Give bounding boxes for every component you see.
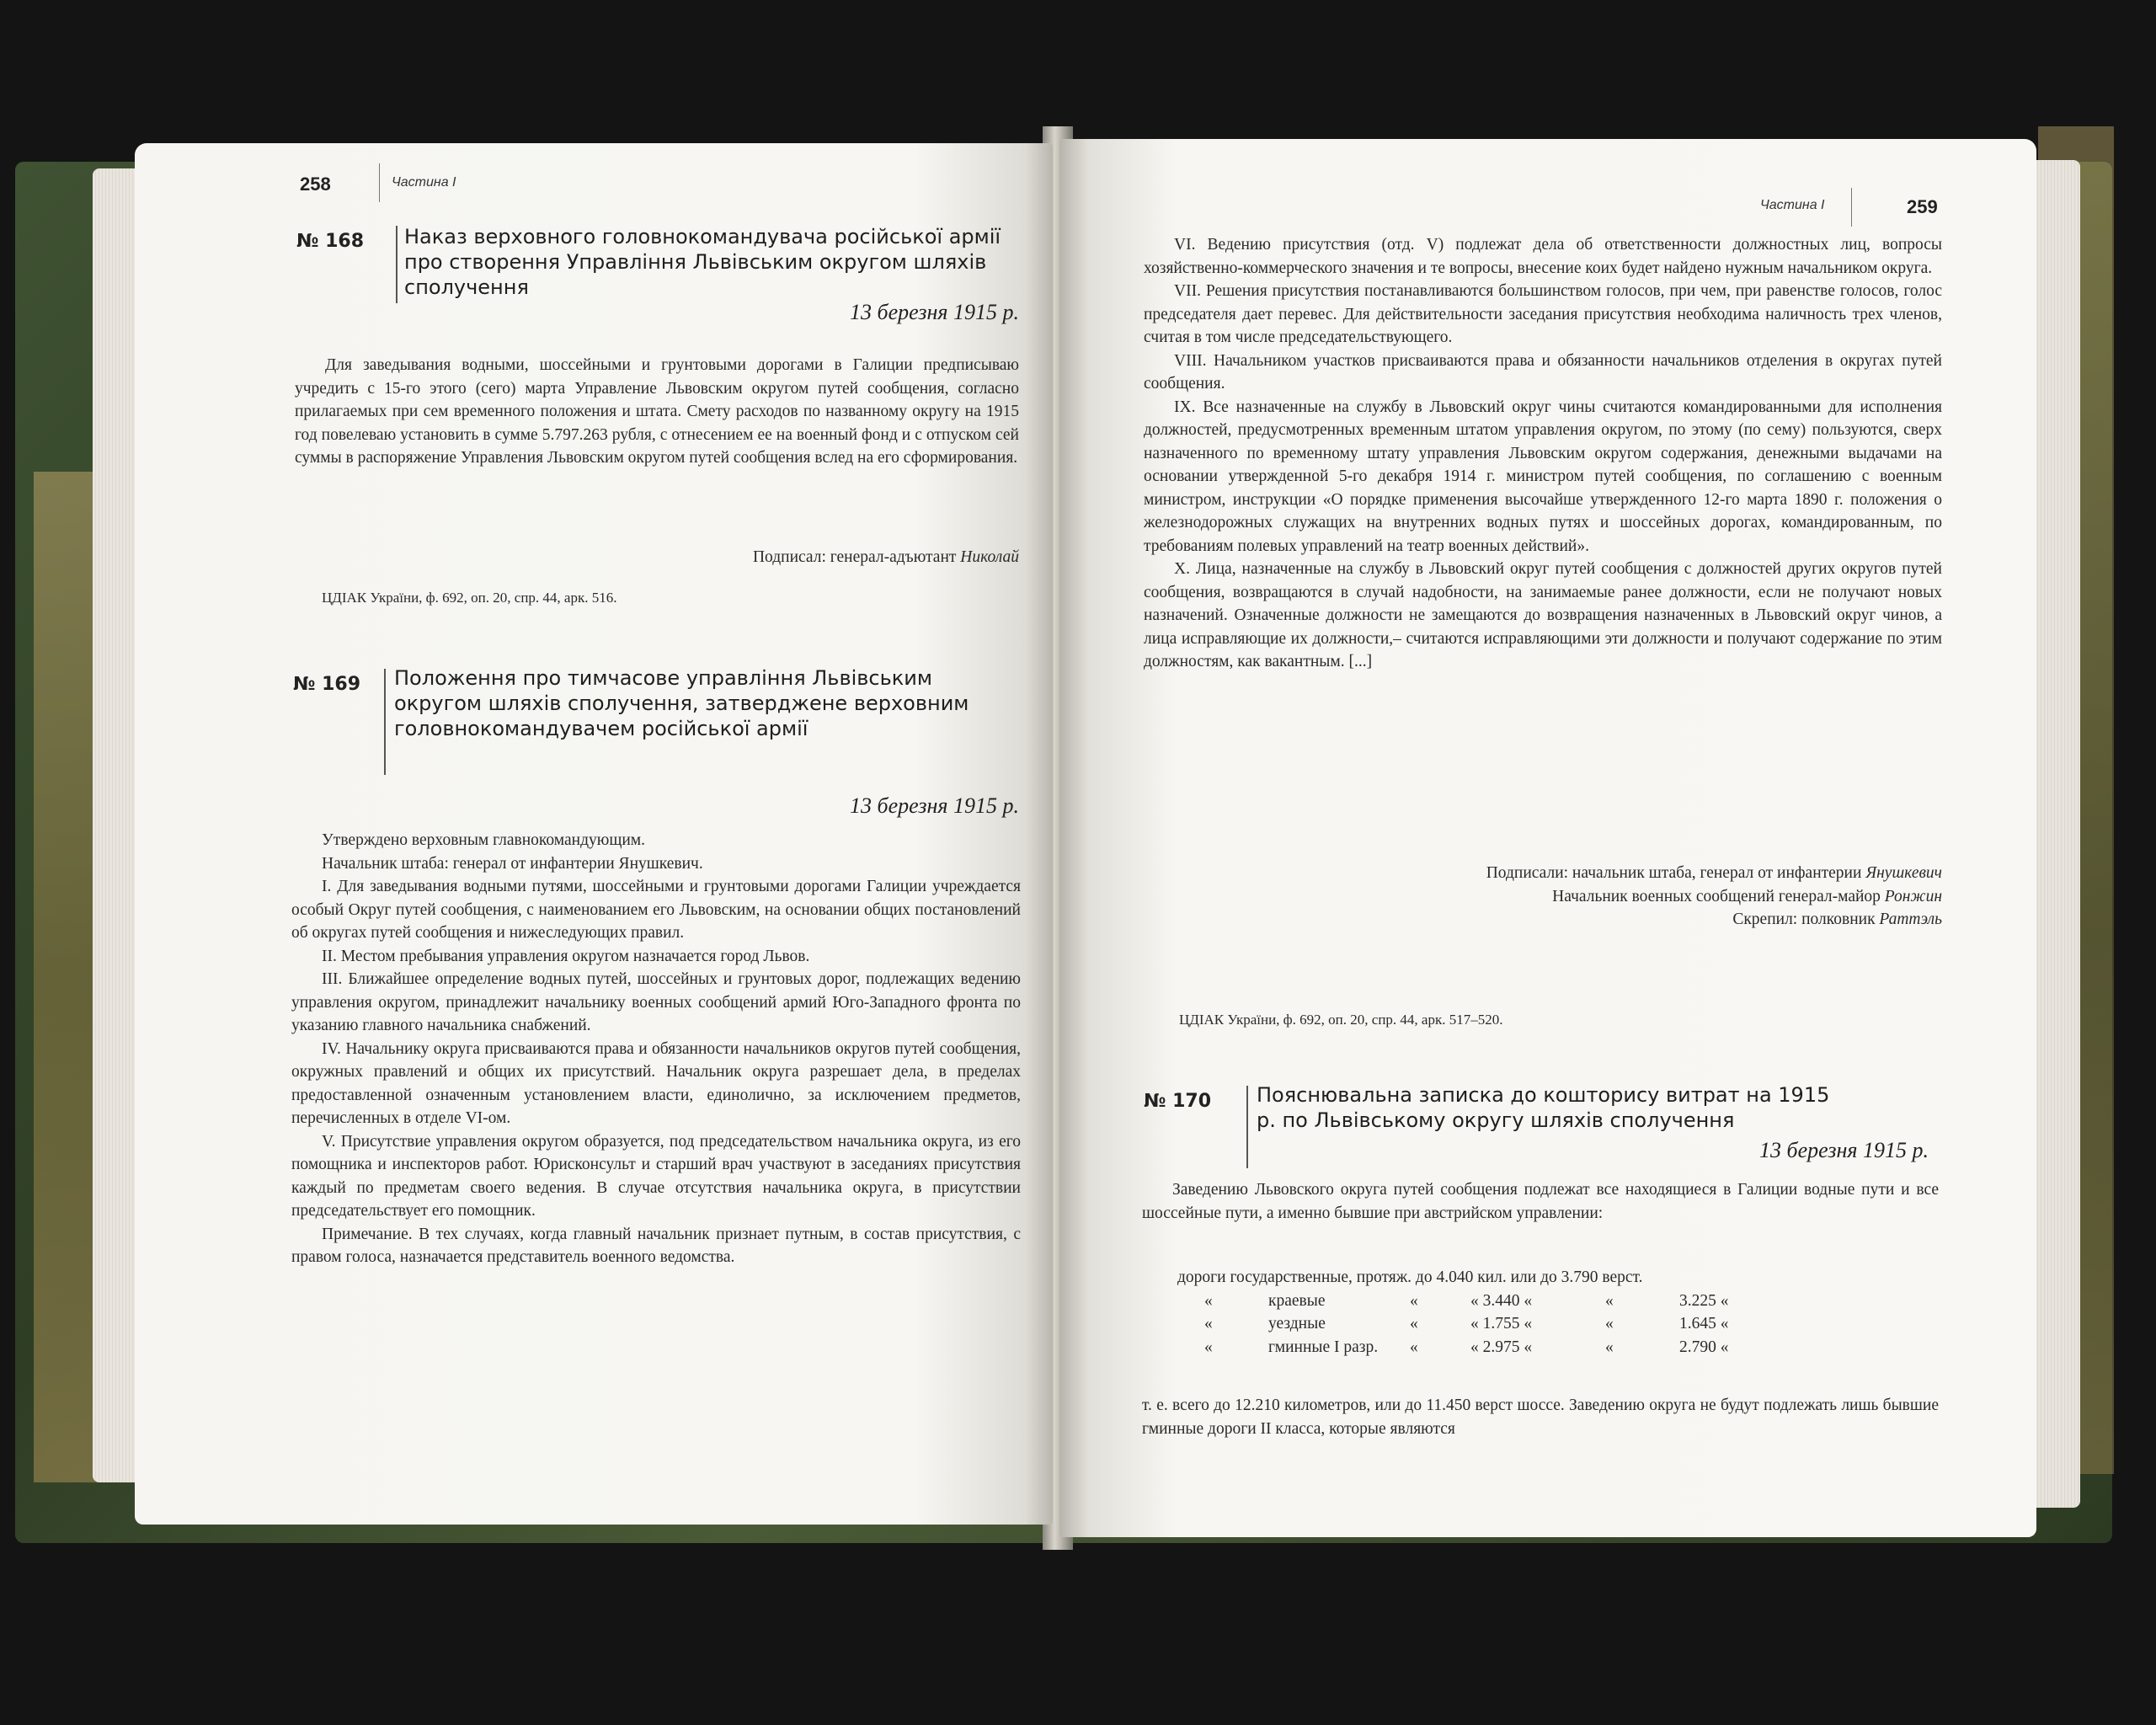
signature-text: Подписал: генерал-адъютант [752, 548, 961, 566]
paragraph: VII. Решения присутствия постанавливаются большинством голосов, при чем, при равенстве голосов, голос председателя дает перевес. Для действительности заседания присутствия необходима наличность трех членов, считая в том числе председательствующего. [1144, 282, 1942, 346]
paragraph: Утверждено верховным главнокомандующим. [322, 831, 646, 849]
running-head-rule [1851, 188, 1852, 227]
paragraph: IX. Все назначенные на службу в Львовский округ чины считаются командированными для исполнения должностей, предусмотренных временным штатом управления округом, по этому (по сему) пользуются, сверх назначенного по временному штату управления Львовским округом содержания, денежными выдачами на основании утвержденной 5-го декабря 1914 г. министром путей сообщения, по соглашению с военным министром, инструкции «О порядке применения высочайше утвержденного 12-го марта 1890 г. положения о железнодорожных служащих на внутренних водных путях и шоссейных дорогах, командированным, по требованиям полевых управлений на театр военных действий». [1144, 398, 1942, 555]
signature-line [1486, 862, 1942, 885]
doc-date: 13 березня 1915 р. [850, 300, 1019, 324]
roads-row [1144, 1312, 1817, 1336]
paragraph: VI. Ведению присутствия (отд. V) подлежат дела об ответственности должностных лиц, вопросы хозяйственно-коммерческого значения и те вопросы, внесение коих будет найдено нужным начальником округа. [1144, 236, 1942, 277]
doc-body [1142, 1178, 1939, 1225]
doc-date: 13 березня 1915 р. [850, 793, 1019, 818]
road-kind: краевые [1268, 1291, 1326, 1310]
doc-title: Пояснювальна записка до кошторису витрат на 1915 р. по Львівському округу шляхів сполучення [1257, 1083, 1830, 1132]
road-versts: 1.645 « [1679, 1315, 1729, 1332]
signature-name: Николай [960, 548, 1019, 566]
paragraph: Для заведывания водными, шоссейными и грунтовыми дорогами в Галиции предписываю учредить с 15-го этого (сего) марта Управление Львовским округом путей сообщения, согласно прилагаемых при сем временного положения и штата. Смету расходов по названному округу на 1915 год повелеваю установить в сумме 5.797.263 рубля, с отнесением ее на военный фонд и с отпуском сей суммы в распоряжение Управления Львовским округом путей сообщения вслед на его сформирования. [295, 356, 1019, 467]
ditto-mark: « [1204, 1291, 1213, 1310]
paragraph: I. Для заведывания водными путями, шоссейными и грунтовыми дорогами Галиции учреждается особый Округ путей сообщения, с наименованием его Львовским, на основании общих постановлений об округах путей сообщения и нижеследующих правил. [291, 878, 1021, 942]
signature [753, 546, 1019, 569]
road-versts: 2.790 « [1679, 1338, 1729, 1356]
paragraph: т. е. всего до 12.210 километров, или до 11.450 верст шоссе. Заведению округа не будут подлежать лишь бывшие гминные дороги II класса, которые являются [1142, 1397, 1939, 1438]
doc-body [1144, 233, 1942, 674]
ditto-mark: « [1410, 1338, 1418, 1356]
doc-number: № 168 [296, 231, 365, 252]
paragraph: Заведению Львовского округа путей сообщения подлежат все находящиеся в Галиции водные пути и все шоссейные пути, а именно бывшие при австрийском управлении: [1142, 1181, 1939, 1222]
running-head: Частина I [392, 175, 456, 190]
ditto-mark: « [1204, 1315, 1213, 1332]
running-head-rule [379, 163, 380, 202]
signature-name: Раттэль [1879, 911, 1942, 928]
archive-source: ЦДІАК України, ф. 692, оп. 20, спр. 44, арк. 517–520. [1179, 1012, 1503, 1028]
signature-name: Янушкевич [1865, 864, 1942, 882]
road-km: « 2.975 « [1470, 1338, 1533, 1356]
road-kind: дороги государственные, протяж. до 4.040 кил. или до 3.790 верст. [1177, 1268, 1643, 1286]
paragraph: Начальник штаба: генерал от инфантерии Янушкевич. [322, 854, 703, 873]
doc-title: Положення про тимчасове управління Львівським округом шляхів сполучення, затверджене верховним головнокомандувачем російської армії [394, 666, 969, 740]
paragraph: VIII. Начальником участков присваиваются права и обязанности начальников отделения в округах путей сообщения. [1144, 351, 1942, 393]
paragraph: Примечание. В тех случаях, когда главный начальник признает путным, в состав присутствия, с правом голоса, назначается представитель военного ведомства. [291, 1225, 1021, 1266]
ditto-mark: « [1204, 1338, 1213, 1356]
paragraph: V. Присутствие управления округом образуется, под председательством начальника округа, из его помощника и инспекторов работ. Юрисконсульт и старший врач участвуют в заседаниях присутствия каждый по предметам своего ведения. В случае отсутствия начальника округа, в присутствии председательствует его помощник. [291, 1132, 1021, 1220]
signature-lines [1486, 862, 1942, 932]
doc-rule [384, 669, 386, 775]
signature-line [1486, 908, 1942, 932]
paragraph: III. Ближайшее определение водных путей, шоссейных и грунтовых дорог, подлежащих ведению управления округом, принадлежит начальнику военных сообщений армий Юго-Западного фронта по указанию главного начальника снабжений. [291, 970, 1021, 1034]
right-page [1059, 139, 2036, 1537]
doc-title: Наказ верховного головнокомандувача російської армії про створення Управління Львівським округом шляхів сполучення [404, 225, 1001, 299]
road-versts: 3.225 « [1679, 1291, 1729, 1310]
doc-date: 13 березня 1915 р. [1759, 1138, 1929, 1162]
left-page [135, 143, 1053, 1525]
doc-rule [1246, 1086, 1248, 1168]
signature-text: Начальник военных сообщений генерал-майор [1552, 887, 1885, 905]
ditto-mark: « [1605, 1315, 1614, 1332]
ditto-mark: « [1605, 1338, 1614, 1356]
road-km: « 1.755 « [1470, 1315, 1533, 1332]
road-kind: уездные [1268, 1315, 1326, 1332]
roads-row [1144, 1336, 1817, 1359]
running-head: Частина I [1760, 198, 1825, 212]
roads-row [1144, 1266, 1817, 1290]
ditto-mark: « [1410, 1291, 1418, 1310]
roads-row [1144, 1290, 1817, 1313]
page-number: 259 [1907, 196, 1938, 217]
doc-number: № 169 [293, 674, 361, 695]
signature-text: Подписали: начальник штаба, генерал от инфантерии [1486, 864, 1866, 882]
doc-number: № 170 [1144, 1091, 1212, 1112]
road-kind: гминные I разр. [1268, 1338, 1379, 1356]
page-number: 258 [300, 174, 331, 195]
signature-line [1486, 885, 1942, 909]
road-km: « 3.440 « [1470, 1291, 1533, 1310]
doc-body [295, 354, 1019, 470]
archive-source: ЦДІАК України, ф. 692, оп. 20, спр. 44, арк. 516. [322, 590, 617, 606]
ditto-mark: « [1605, 1291, 1614, 1310]
paragraph: II. Местом пребывания управления округом назначается город Львов. [322, 947, 810, 965]
doc-rule [396, 226, 398, 303]
ditto-mark: « [1410, 1315, 1418, 1332]
signature-text: Скрепил: полковник [1732, 911, 1880, 928]
paragraph: IV. Начальнику округа присваиваются права и обязанности начальников округов путей сообщения, окружных правлений и общих их присутствий. Начальник округа разрешает дела, в пределах предоставленной означенным установлением власти, единолично, за исключением предметов, перечисленных в отделе VI-ом. [291, 1039, 1021, 1127]
doc-body [1142, 1394, 1939, 1440]
roads-table [1144, 1266, 1817, 1359]
paragraph: X. Лица, назначенные на службу в Львовский округ путей сообщения с должностей других округов путей сообщения, возвращаются в случай надобности, на занимаемые ранее должности, если не получают новых назначений. Означенные должности не замещаются до возвращения назначенных в Львовский округ чинов, а лица исправляющие их должности,– считаются исправляющими эти должности и получают содержание по этим должностям, как вакантным. [...] [1144, 560, 1942, 670]
signature-name: Ронжин [1884, 887, 1942, 905]
doc-body [291, 829, 1021, 1269]
